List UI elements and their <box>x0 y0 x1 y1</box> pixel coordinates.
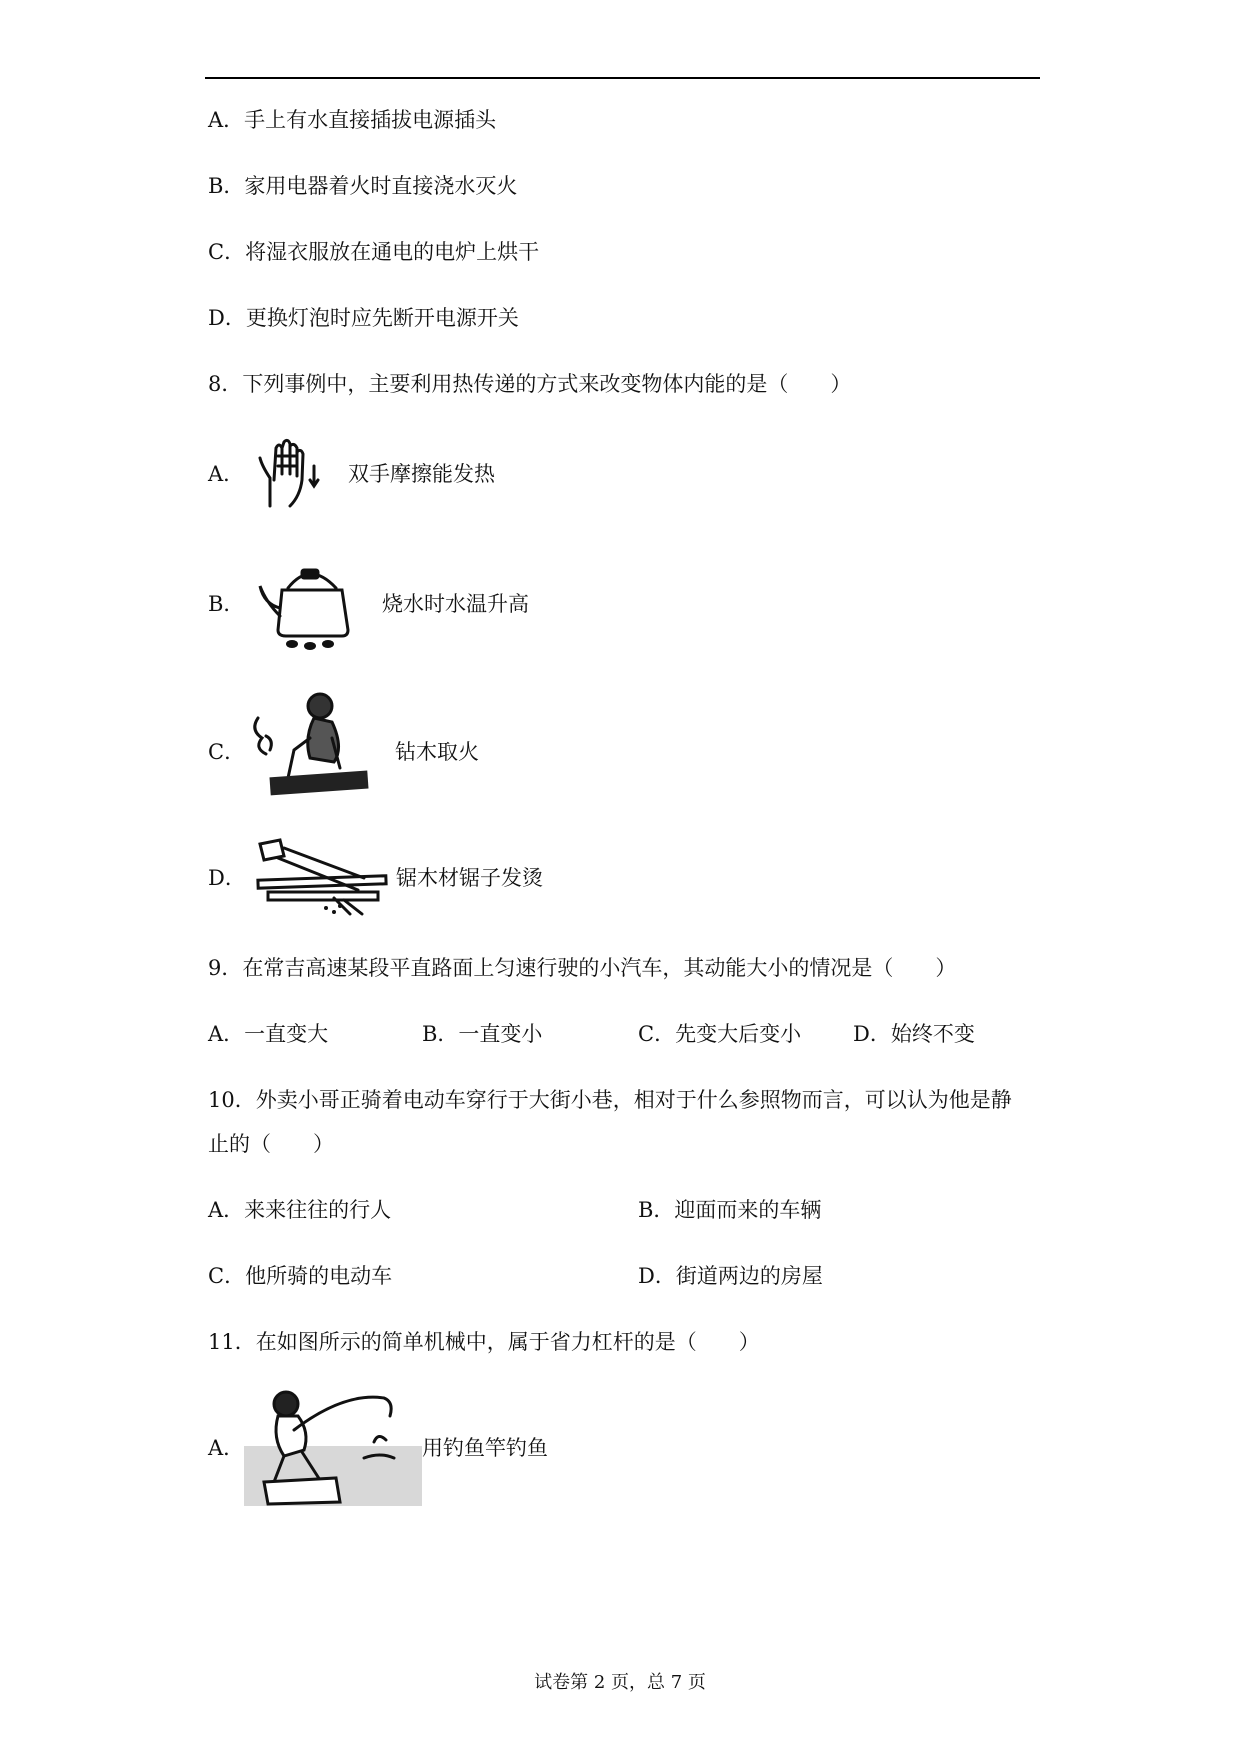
q10-option-a: A．来来往往的行人 <box>208 1198 392 1222</box>
q7-option-d: D．更换灯泡时应先断开电源开关 <box>208 306 519 330</box>
q8-option-c-text: 钻木取火 <box>395 740 479 764</box>
q7-option-c: C．将湿衣服放在通电的电炉上烘干 <box>208 240 540 264</box>
q8-option-c-letter: C． <box>208 740 246 764</box>
q8-option-a-text: 双手摩擦能发热 <box>348 462 495 486</box>
header-rule <box>205 77 1040 79</box>
q10-option-c: C．他所骑的电动车 <box>208 1264 393 1288</box>
q9-option-c: C．先变大后变小 <box>638 1022 802 1046</box>
q10-stem-line1: 10．外卖小哥正骑着电动车穿行于大街小巷，相对于什么参照物而言，可以认为他是静 <box>208 1088 1012 1112</box>
q7-option-b: B．家用电器着火时直接浇水灭火 <box>208 174 518 198</box>
q10-option-d: D．街道两边的房屋 <box>638 1264 823 1288</box>
saw-icon <box>254 834 390 918</box>
hands-rubbing-icon <box>252 436 324 508</box>
drilling-wood-icon <box>248 688 374 798</box>
q8-option-d-letter: D． <box>208 866 246 890</box>
q8-option-d-text: 锯木材锯子发烫 <box>396 866 543 890</box>
page-footer: 试卷第 2 页，总 7 页 <box>534 1672 706 1693</box>
q10-stem-line2: 止的（ ） <box>208 1132 334 1156</box>
q9-option-d: D．始终不变 <box>853 1022 975 1046</box>
q9-stem: 9．在常吉高速某段平直路面上匀速行驶的小汽车，其动能大小的情况是（ ） <box>208 956 957 980</box>
q7-option-a: A．手上有水直接插拔电源插头 <box>208 108 497 132</box>
q9-option-b: B．一直变小 <box>422 1022 543 1046</box>
fishing-rod-icon <box>244 1386 422 1506</box>
q8-option-b-letter: B． <box>208 592 245 616</box>
q8-option-a-letter: A． <box>208 462 245 486</box>
q8-stem: 8．下列事例中，主要利用热传递的方式来改变物体内能的是（ ） <box>208 372 852 396</box>
q11-stem: 11．在如图所示的简单机械中，属于省力杠杆的是（ ） <box>208 1330 760 1354</box>
q11-option-a-letter: A． <box>208 1436 245 1460</box>
q9-option-a: A．一直变大 <box>208 1022 329 1046</box>
q10-option-b: B．迎面而来的车辆 <box>638 1198 822 1222</box>
q8-option-b-text: 烧水时水温升高 <box>382 592 529 616</box>
kettle-icon <box>258 558 364 650</box>
q11-option-a-text: 用钓鱼竿钓鱼 <box>422 1436 548 1460</box>
